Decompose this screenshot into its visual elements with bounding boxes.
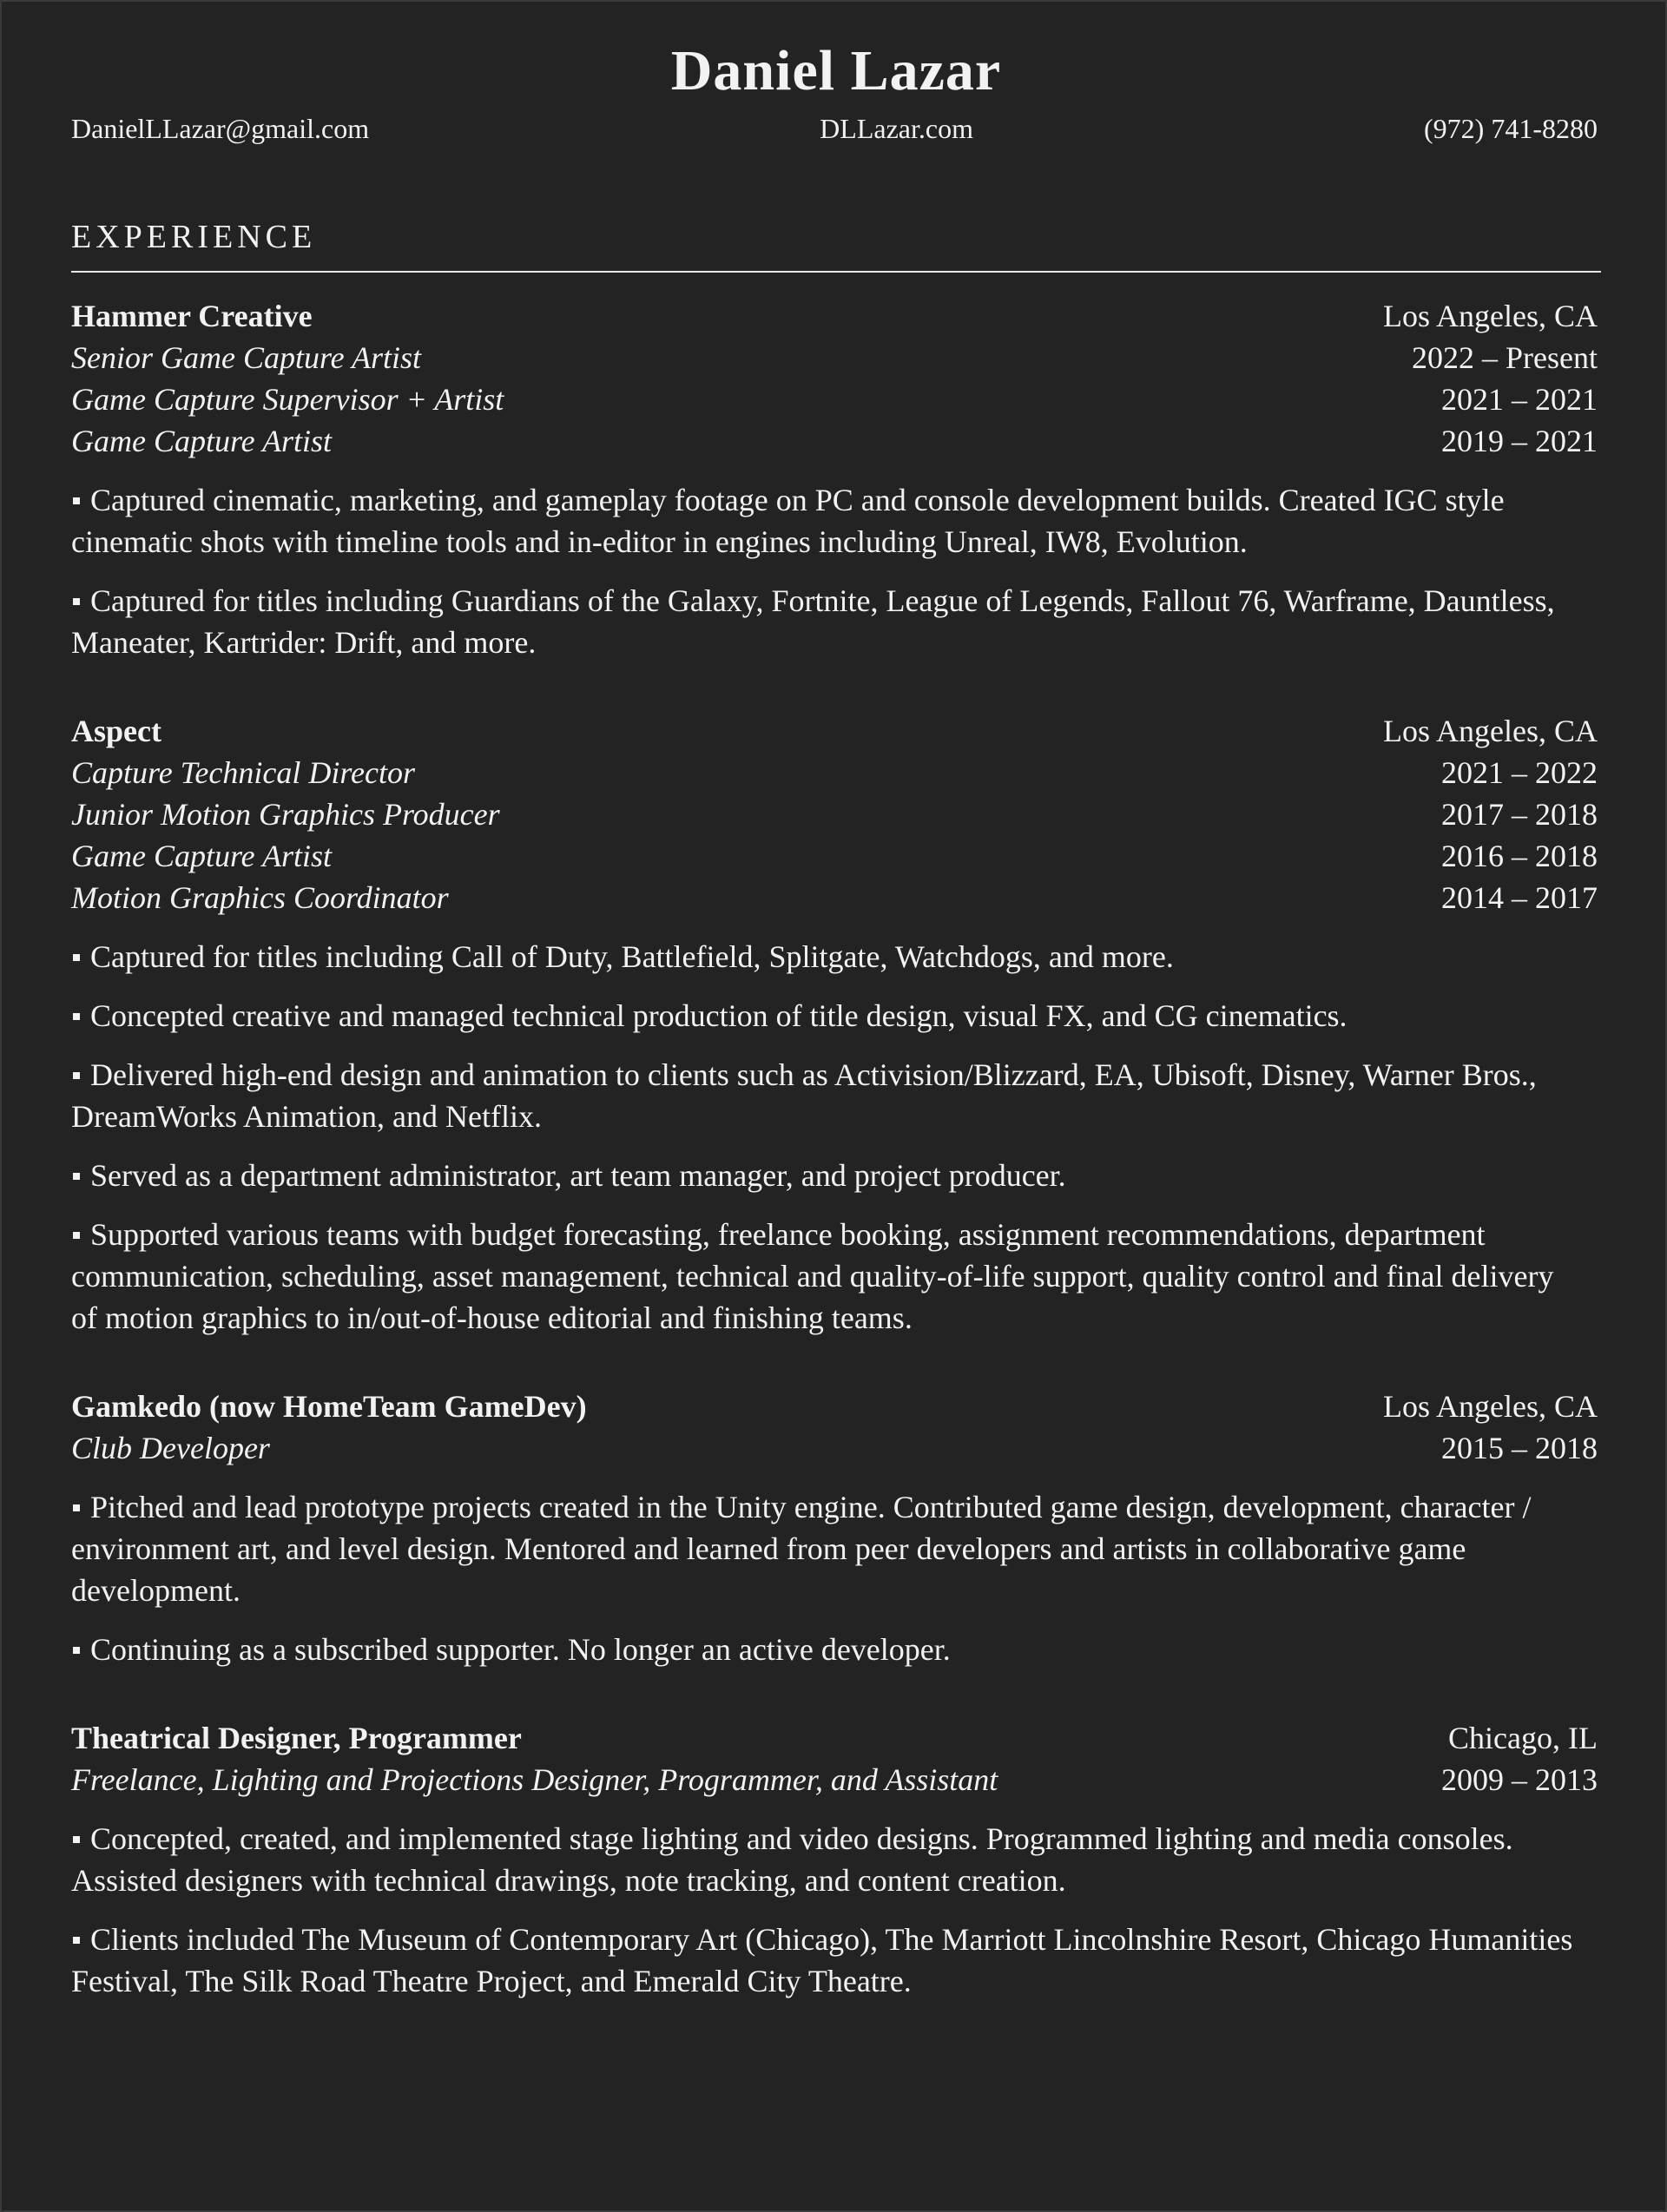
- phone-number[interactable]: (972) 741-8280: [1424, 113, 1598, 144]
- company-name: Aspect: [71, 714, 161, 748]
- role-title: Senior Game Capture Artist: [71, 340, 421, 375]
- bullet-item: [71, 1818, 1601, 1901]
- role-row: [71, 1427, 1601, 1469]
- bullet-text: Captured for titles including Call of Duty, Battlefield, Splitgate, Watchdogs, and more.: [90, 939, 1174, 974]
- bullet-text: Captured cinematic, marketing, and gameplay footage on PC and console development builds. Created IGC style cinematic shots with timeline tools and in-editor in engines including Unreal, IW8, Evolution.: [71, 483, 1505, 559]
- job-aspect: [71, 710, 1601, 1339]
- experience-heading: EXPERIENCE: [71, 217, 1601, 273]
- job-hammer-creative: [71, 295, 1601, 663]
- job-location: Los Angeles, CA: [1383, 1389, 1598, 1424]
- role-row: [71, 420, 1601, 462]
- bullet-item: [71, 1155, 1601, 1196]
- bullet-text: Served as a department administrator, art team manager, and project producer.: [90, 1158, 1066, 1193]
- role-row: [71, 1759, 1601, 1801]
- role-title: Game Capture Supervisor + Artist: [71, 382, 504, 417]
- job-gamkedo: [71, 1386, 1601, 1670]
- company-name: Theatrical Designer, Programmer: [71, 1721, 522, 1755]
- bullet-text: Clients included The Museum of Contemporary Art (Chicago), The Marriott Lincolnshire Resort, Chicago Humanities Festival, The Silk Road Theatre Project, and Emerald City Theatre.: [71, 1922, 1573, 1998]
- bullet-text: Continuing as a subscribed supporter. No longer an active developer.: [90, 1632, 951, 1667]
- role-dates: 2017 – 2018: [1441, 797, 1598, 832]
- role-dates: 2022 – Present: [1412, 340, 1598, 375]
- bullet-marker-icon: [73, 1647, 80, 1654]
- job-location: Chicago, IL: [1448, 1721, 1598, 1755]
- job-theatrical-designer: [71, 1717, 1601, 2002]
- bullet-marker-icon: [73, 497, 80, 504]
- bullet-item: [71, 995, 1601, 1037]
- bullet-item: [71, 1629, 1601, 1670]
- role-row: [71, 835, 1601, 877]
- role-dates: 2014 – 2017: [1441, 880, 1598, 915]
- job-header: [71, 1717, 1601, 1759]
- role-title: Freelance, Lighting and Projections Designer, Programmer, and Assistant: [71, 1762, 998, 1797]
- bullet-item: [71, 1486, 1601, 1611]
- job-header: [71, 295, 1601, 337]
- role-dates: 2015 – 2018: [1441, 1431, 1598, 1465]
- role-row: [71, 877, 1601, 918]
- role-row: [71, 379, 1601, 420]
- bullet-text: Captured for titles including Guardians of the Galaxy, Fortnite, League of Legends, Fallout 76, Warframe, Dauntless, Maneater, Kartrider: Drift, and more.: [71, 583, 1555, 660]
- job-header: [71, 710, 1601, 752]
- bullet-item: [71, 1919, 1601, 2002]
- contact-row: [71, 111, 1601, 146]
- bullet-marker-icon: [73, 598, 80, 605]
- bullet-marker-icon: [73, 1232, 80, 1239]
- bullet-marker-icon: [73, 1173, 80, 1180]
- bullet-marker-icon: [73, 1504, 80, 1511]
- bullet-text: Concepted creative and managed technical production of title design, visual FX, and CG cinematics.: [90, 998, 1347, 1033]
- role-title: Game Capture Artist: [71, 839, 333, 873]
- bullet-item: [71, 1054, 1601, 1137]
- company-name: Hammer Creative: [71, 299, 313, 333]
- company-name: Gamkedo (now HomeTeam GameDev): [71, 1389, 587, 1424]
- job-location: Los Angeles, CA: [1383, 299, 1598, 333]
- role-dates: 2021 – 2021: [1441, 382, 1598, 417]
- bullet-list: [71, 936, 1601, 1339]
- candidate-name: Daniel Lazar: [670, 39, 1002, 102]
- role-title: Club Developer: [71, 1431, 270, 1465]
- role-title: Junior Motion Graphics Producer: [71, 797, 500, 832]
- resume-content: [71, 36, 1601, 2002]
- bullet-list: [71, 1818, 1601, 2002]
- bullet-text: Supported various teams with budget forecasting, freelance booking, assignment recommendations, department communication, scheduling, asset management, technical and quality-of-life support, quality control and final delivery of motion graphics to in/out-of-house editorial and finishing teams.: [71, 1217, 1554, 1335]
- bullet-marker-icon: [73, 1836, 80, 1843]
- bullet-text: Concepted, created, and implemented stage lighting and video designs. Programmed lighting and media consoles. Assisted designers with technical drawings, note tracking, and content creation.: [71, 1821, 1513, 1898]
- bullet-item: [71, 936, 1601, 978]
- bullet-marker-icon: [73, 1072, 80, 1079]
- role-row: [71, 337, 1601, 379]
- role-row: [71, 793, 1601, 835]
- bullet-marker-icon: [73, 1013, 80, 1020]
- bullet-marker-icon: [73, 954, 80, 961]
- website-link[interactable]: DLLazar.com: [820, 113, 973, 144]
- bullet-item: [71, 1214, 1601, 1339]
- role-dates: 2019 – 2021: [1441, 424, 1598, 458]
- bullet-item: [71, 479, 1601, 563]
- role-title: Motion Graphics Coordinator: [71, 880, 449, 915]
- role-row: [71, 752, 1601, 793]
- role-title: Game Capture Artist: [71, 424, 333, 458]
- job-location: Los Angeles, CA: [1383, 714, 1598, 748]
- job-header: [71, 1386, 1601, 1427]
- role-dates: 2021 – 2022: [1441, 755, 1598, 790]
- role-title: Capture Technical Director: [71, 755, 415, 790]
- bullet-marker-icon: [73, 1937, 80, 1944]
- bullet-list: [71, 1486, 1601, 1670]
- bullet-text: Delivered high-end design and animation to clients such as Activision/Blizzard, EA, Ubisoft, Disney, Warner Bros., DreamWorks Animation, and Netflix.: [71, 1057, 1537, 1134]
- bullet-item: [71, 580, 1601, 663]
- email-link[interactable]: DanielLLazar@gmail.com: [71, 113, 370, 144]
- bullet-list: [71, 479, 1601, 663]
- bullet-text: Pitched and lead prototype projects created in the Unity engine. Contributed game design, development, character / environment art, and level design. Mentored and learned from peer developers and artists in collaborative game development.: [71, 1490, 1532, 1608]
- role-dates: 2016 – 2018: [1441, 839, 1598, 873]
- role-dates: 2009 – 2013: [1441, 1762, 1598, 1797]
